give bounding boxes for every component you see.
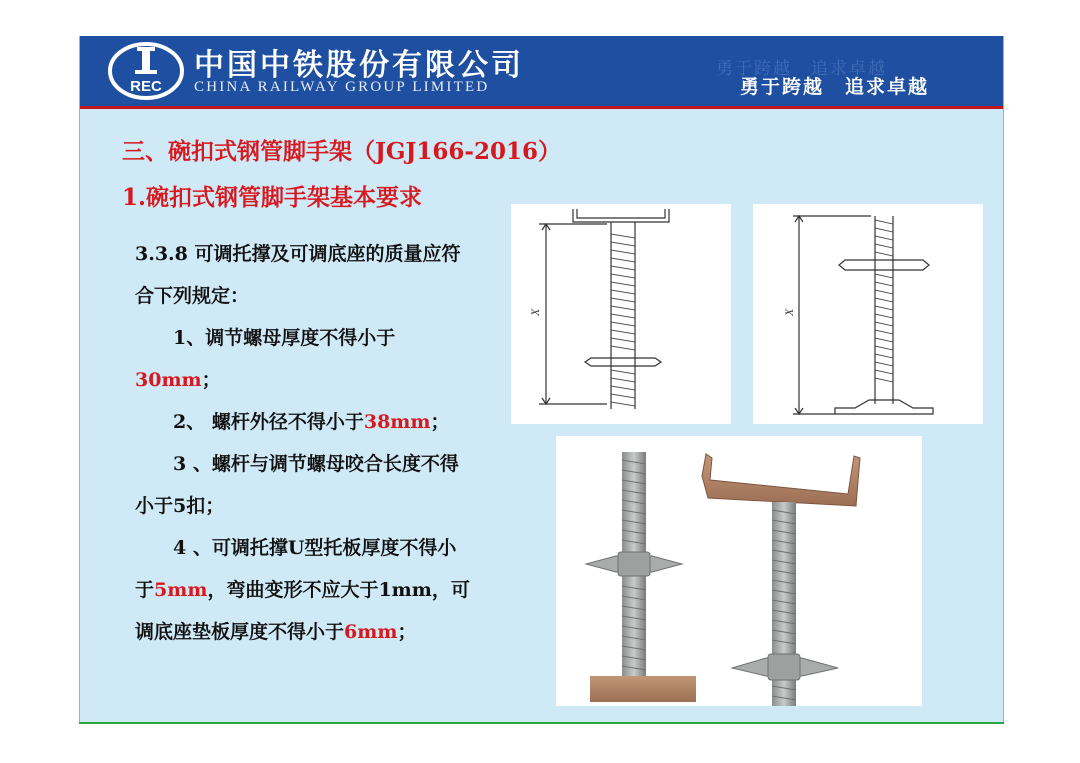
item1-end: ；	[201, 369, 221, 391]
item4-value-a: 5mm	[154, 579, 208, 601]
slide	[79, 36, 1004, 724]
header-bar	[80, 36, 1003, 108]
clause-item-3: 3 、螺杆与调节螺母咬合长度不得小于5扣；	[135, 453, 459, 517]
dim-label-1: X	[528, 308, 542, 316]
company-logo-icon	[107, 41, 185, 101]
clause-intro: 3.3.8 可调托撑及可调底座的质量应符合下列规定：	[135, 243, 461, 307]
item1-text: 1、调节螺母厚度不得小于	[173, 327, 396, 349]
header-rule	[80, 106, 1003, 109]
clause-item-1	[135, 317, 475, 401]
section-title: 三、碗扣式钢管脚手架（JGJ166-2016）	[122, 138, 561, 165]
logo-text: REC	[130, 78, 162, 95]
slogan: 勇于跨越 追求卓越	[740, 76, 930, 98]
clause-item-4	[135, 527, 475, 653]
slogan-watermark: 勇于跨越 追求卓越	[716, 59, 887, 79]
company-name-en: CHINA RAILWAY GROUP LIMITED	[194, 79, 490, 95]
clause-item-2	[135, 401, 475, 443]
item4-text-a: 4 、可调托撑U型托板厚度不得小于	[135, 537, 457, 601]
item4-end: ；	[397, 621, 417, 643]
adjustable-jacks-photo	[556, 436, 922, 706]
u-head-jack-drawing	[511, 204, 731, 424]
item4-text-b: ，弯曲变形不应大于1mm，可调底座垫板厚度不得小于	[135, 579, 470, 643]
item2-value: 38mm	[363, 411, 431, 433]
clause-body	[135, 233, 475, 653]
slide-bottom-rule	[79, 722, 1004, 724]
company-name-cn: 中国中铁股份有限公司	[194, 48, 524, 83]
item1-value: 30mm	[135, 369, 202, 391]
base-jack-drawing	[753, 204, 983, 424]
dim-label-2: X	[782, 308, 796, 316]
item2-text: 2、 螺杆外径不得小于	[173, 411, 364, 433]
subsection-title: 1.碗扣式钢管脚手架基本要求	[122, 184, 423, 211]
item4-value-b: 6mm	[344, 621, 398, 643]
item2-end: ；	[430, 411, 450, 433]
